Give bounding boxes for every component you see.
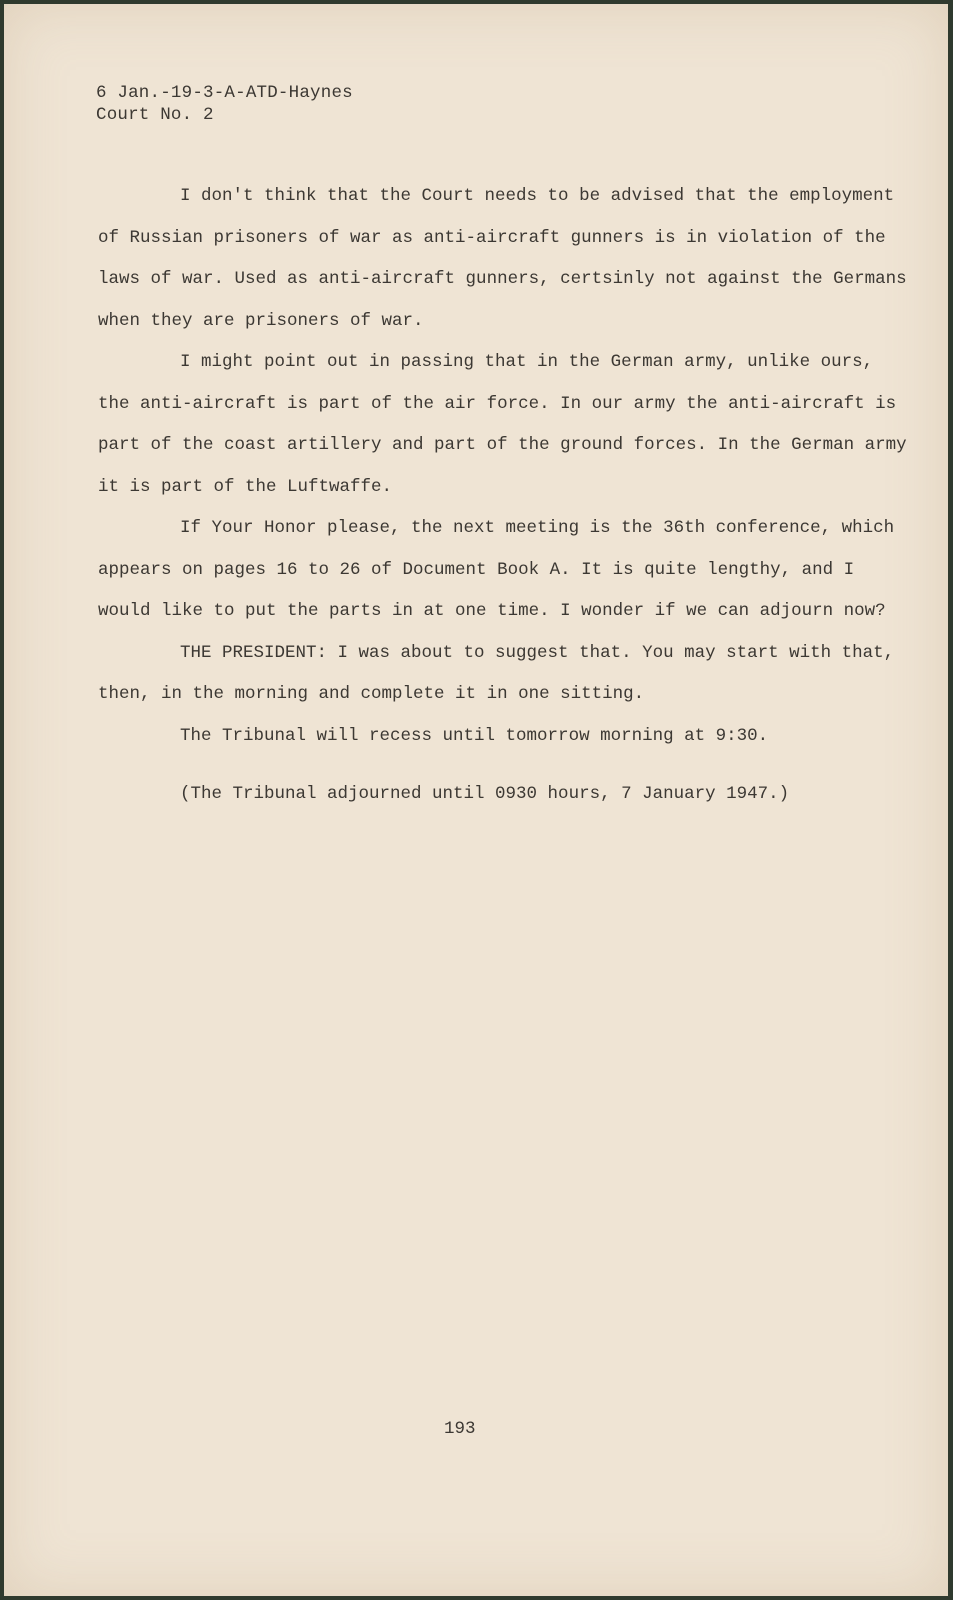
paragraph-line: of Russian prisoners of war as anti-aircraft gunners is in violation of the bbox=[98, 227, 886, 248]
paragraph-line: the anti-aircraft is part of the air force. In our army the anti-aircraft is bbox=[98, 393, 897, 414]
paragraph-line: appears on pages 16 to 26 of Document Book A. It is quite lengthy, and I bbox=[98, 559, 855, 580]
transcript-body bbox=[98, 176, 907, 757]
page-number: 193 bbox=[444, 1419, 476, 1439]
paragraph-line: The Tribunal will recess until tomorrow morning at 9:30. bbox=[180, 725, 769, 746]
header-case-reference: 6 Jan.-19-3-A-ATD-Haynes bbox=[96, 83, 353, 103]
speaker-line: THE PRESIDENT: I was about to suggest that. You may start with that, bbox=[180, 642, 895, 663]
paragraph-line: I might point out in passing that in the German army, unlike ours, bbox=[180, 352, 874, 372]
header-court-number: Court No. 2 bbox=[96, 105, 214, 125]
paragraph-line: I don't think that the Court needs to be advised that the employment bbox=[180, 186, 895, 206]
document-header bbox=[96, 82, 353, 126]
paragraph-line: would like to put the parts in at one time. I wonder if we can adjourn now? bbox=[98, 601, 886, 621]
adjournment-note: (The Tribunal adjourned until 0930 hours, 7 January 1947.) bbox=[180, 784, 790, 804]
paragraph-line: laws of war. Used as anti-aircraft gunners, certsinly not against the Germans bbox=[98, 269, 907, 289]
paragraph-line: then, in the morning and complete it in one sitting. bbox=[98, 684, 645, 704]
paragraph-line: If Your Honor please, the next meeting is the 36th conference, which bbox=[180, 518, 895, 538]
paragraph-line: when they are prisoners of war. bbox=[98, 310, 424, 331]
paragraph-line: part of the coast artillery and part of the ground forces. In the German army bbox=[98, 435, 907, 455]
document-page bbox=[4, 4, 948, 1596]
paragraph-line: it is part of the Luftwaffe. bbox=[98, 476, 393, 497]
